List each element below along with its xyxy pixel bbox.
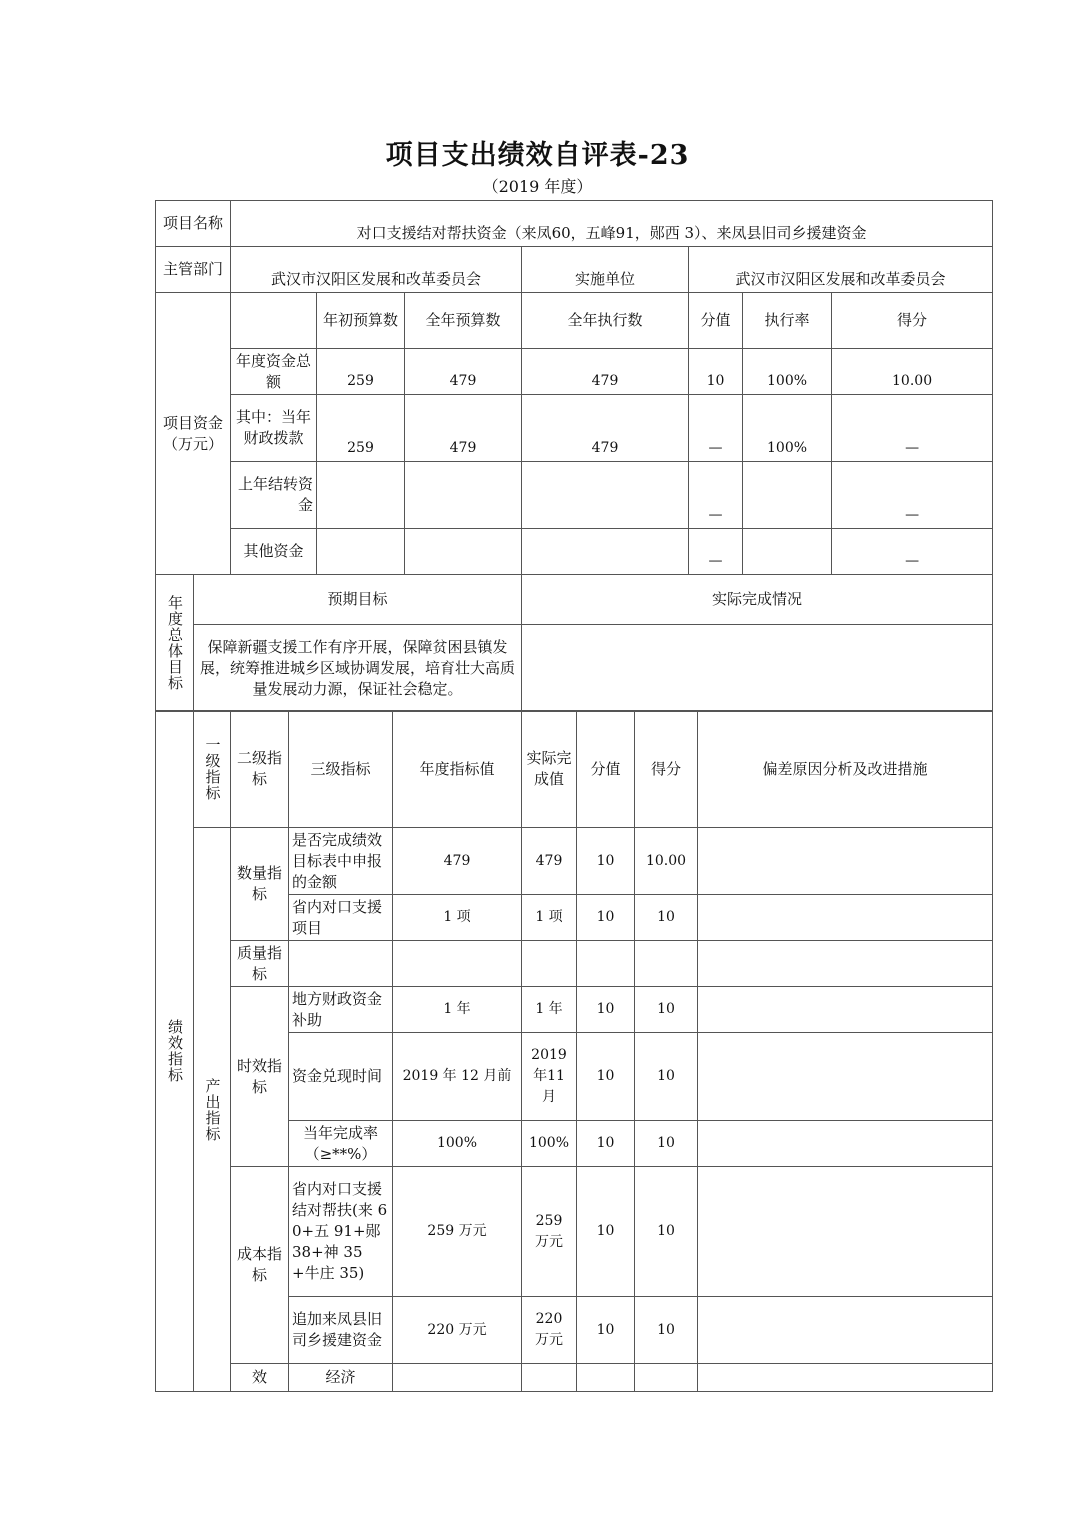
funds-section-label: 项目资金（万元）	[156, 293, 231, 575]
indicator-name	[393, 1364, 522, 1392]
indicator-name: 是否完成绩效目标表中申报的金额	[289, 828, 393, 895]
funds-header-empty	[231, 293, 317, 349]
funds-cell	[743, 462, 832, 529]
level1-effect: 效	[231, 1364, 289, 1392]
funds-cell: —	[689, 529, 743, 575]
page-title: 项目支出绩效自评表-23	[385, 140, 690, 171]
indicator-actual: 259万元	[522, 1167, 577, 1297]
indicator-actual: 1 年	[522, 987, 577, 1033]
indicator-note	[698, 1297, 993, 1364]
goals-section-label: 年度总体目标	[156, 575, 194, 712]
funds-table	[155, 200, 993, 712]
indicator-score	[635, 941, 698, 987]
header-level1: 一级指标	[194, 711, 231, 828]
dept-label: 主管部门	[156, 247, 231, 293]
header-note: 偏差原因分析及改进措施	[698, 711, 993, 828]
funds-cell	[317, 462, 405, 529]
funds-cell	[522, 462, 689, 529]
indicator-actual: 1 项	[522, 895, 577, 941]
page-subtitle: （2019 年度）	[482, 177, 593, 196]
indicator-target: 479	[393, 828, 522, 895]
funds-header-score-value: 分值	[689, 293, 743, 349]
indicator-note	[698, 1033, 993, 1121]
goals-expected-header: 预期目标	[194, 575, 522, 625]
funds-cell	[405, 529, 522, 575]
indicator-value: 10	[577, 1167, 635, 1297]
indicator-value: 10	[577, 1121, 635, 1167]
indicator-note	[698, 1121, 993, 1167]
indicator-score: 10	[635, 987, 698, 1033]
indicator-value: 10	[577, 1297, 635, 1364]
indicator-value: 10	[577, 987, 635, 1033]
indicator-target: 100%	[393, 1121, 522, 1167]
header-score: 得分	[635, 711, 698, 828]
dept-value: 武汉市汉阳区发展和改革委员会	[231, 247, 522, 293]
indicator-target: 259 万元	[393, 1167, 522, 1297]
funds-cell	[522, 529, 689, 575]
funds-cell: 259	[317, 349, 405, 395]
indicator-score: 10	[635, 1167, 698, 1297]
funds-cell	[405, 462, 522, 529]
project-name-value: 对口支援结对帮扶资金（来凤60，五峰91，郧西 3）、来凤县旧司乡援建资金	[231, 201, 993, 247]
indicator-note	[698, 987, 993, 1033]
funds-cell: 10	[689, 349, 743, 395]
funds-header-executed: 全年执行数	[522, 293, 689, 349]
header-level3: 三级指标	[289, 711, 393, 828]
impl-value: 武汉市汉阳区发展和改革委员会	[689, 247, 993, 293]
funds-cell: —	[689, 462, 743, 529]
indicator-note	[698, 941, 993, 987]
funds-cell	[317, 529, 405, 575]
funds-cell: 259	[317, 395, 405, 462]
indicator-value	[577, 941, 635, 987]
indicator-name: 资金兑现时间	[289, 1033, 393, 1121]
header-level2: 二级指标	[231, 711, 289, 828]
funds-cell: —	[689, 395, 743, 462]
indicators-table	[155, 710, 993, 1392]
indicator-actual	[577, 1364, 635, 1392]
level2-quantity: 数量指标	[231, 828, 289, 941]
indicators-section-label: 绩效指标	[156, 711, 194, 1392]
funds-cell: —	[832, 529, 993, 575]
funds-cell: —	[832, 462, 993, 529]
header-actual: 实际完成值	[522, 711, 577, 828]
indicator-name	[289, 941, 393, 987]
indicator-name: 地方财政资金补助	[289, 987, 393, 1033]
funds-cell: 10.00	[832, 349, 993, 395]
funds-cell: 479	[522, 395, 689, 462]
funds-header-score: 得分	[832, 293, 993, 349]
funds-cell: 479	[405, 395, 522, 462]
funds-cell	[743, 529, 832, 575]
goals-actual-header: 实际完成情况	[522, 575, 993, 625]
funds-row-label: 年度资金总额	[231, 349, 317, 395]
indicator-value: 10	[577, 1033, 635, 1121]
project-name-label: 项目名称	[156, 201, 231, 247]
indicator-name: 省内对口支援项目	[289, 895, 393, 941]
indicator-score: 10	[635, 1297, 698, 1364]
funds-header-annual: 全年预算数	[405, 293, 522, 349]
funds-row-label: 上年结转资金	[231, 462, 317, 529]
level2-cost: 成本指标	[231, 1167, 289, 1364]
indicator-name: 当年完成率（≥**%）	[289, 1121, 393, 1167]
goals-expected-text: 保障新疆支援工作有序开展，保障贫困县镇发展，统筹推进城乡区域协调发展，培育壮大高质量发展动力源，保证社会稳定。	[194, 625, 522, 712]
level2-quality: 质量指标	[231, 941, 289, 987]
indicator-score: 10	[635, 1121, 698, 1167]
indicator-value: 10	[577, 895, 635, 941]
indicator-name: 省内对口支援结对帮扶(来 60+五 91+郧 38+神 35+牛庄 35)	[289, 1167, 393, 1297]
indicator-actual	[522, 941, 577, 987]
indicator-score	[698, 1364, 993, 1392]
indicator-note	[698, 895, 993, 941]
indicator-target: 220 万元	[393, 1297, 522, 1364]
indicator-target: 1 年	[393, 987, 522, 1033]
indicator-target	[393, 941, 522, 987]
indicator-value: 10	[577, 828, 635, 895]
funds-header-initial: 年初预算数	[317, 293, 405, 349]
impl-label: 实施单位	[522, 247, 689, 293]
header-value: 分值	[577, 711, 635, 828]
header-target: 年度指标值	[393, 711, 522, 828]
funds-row-label: 其中：当年财政拨款	[231, 395, 317, 462]
funds-cell: 100%	[743, 395, 832, 462]
indicator-score: 10.00	[635, 828, 698, 895]
indicator-score: 10	[635, 895, 698, 941]
indicator-target: 1 项	[393, 895, 522, 941]
indicator-name: 追加来凤县旧司乡援建资金	[289, 1297, 393, 1364]
level2-time: 时效指标	[231, 987, 289, 1167]
indicator-note	[698, 828, 993, 895]
funds-header-rate: 执行率	[743, 293, 832, 349]
funds-row-label: 其他资金	[231, 529, 317, 575]
indicator-target: 2019 年 12 月前	[393, 1033, 522, 1121]
indicator-actual: 100%	[522, 1121, 577, 1167]
indicator-actual: 2019年11月	[522, 1033, 577, 1121]
indicator-actual: 479	[522, 828, 577, 895]
funds-cell: 479	[405, 349, 522, 395]
level2-economic: 经济	[289, 1364, 393, 1392]
funds-cell: —	[832, 395, 993, 462]
indicator-target	[522, 1364, 577, 1392]
funds-cell: 479	[522, 349, 689, 395]
indicator-value	[635, 1364, 698, 1392]
indicator-score: 10	[635, 1033, 698, 1121]
funds-cell: 100%	[743, 349, 832, 395]
goals-actual-text	[522, 625, 993, 712]
indicator-note	[698, 1167, 993, 1297]
indicator-actual: 220万元	[522, 1297, 577, 1364]
level1-output: 产出指标	[194, 828, 231, 1392]
